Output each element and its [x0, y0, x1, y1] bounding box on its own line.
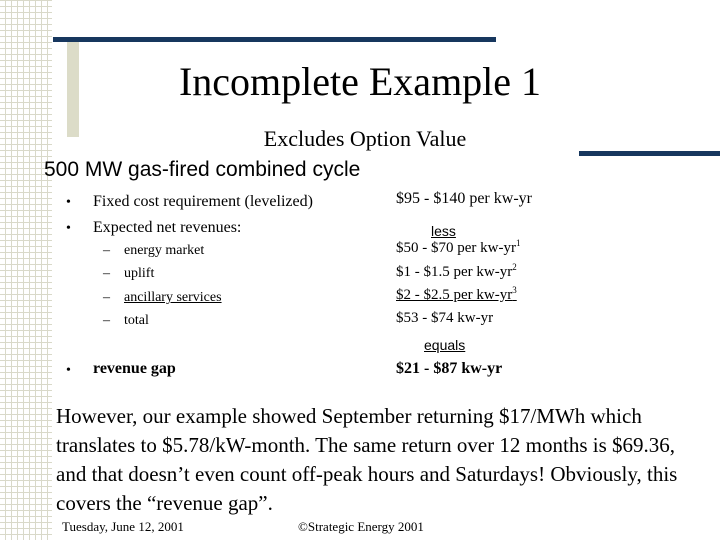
slide-title: Incomplete Example 1 — [178, 59, 542, 104]
section-heading: 500 MW gas-fired combined cycle — [44, 158, 361, 181]
subitem-energy-market: energy market — [124, 243, 205, 258]
bullet-net-revenues: Expected net revenues: — [93, 219, 242, 236]
energy-market-value: $50 - $70 per $kw-yr^1$ — [396, 238, 521, 256]
subitem-marker: – — [103, 243, 110, 258]
equals-label: equals — [424, 337, 466, 353]
less-label: less — [431, 223, 456, 239]
bullet-marker: • — [66, 363, 71, 378]
title-accent-block — [67, 39, 79, 137]
footer-date: Tuesday, June 12, 2001 — [62, 519, 184, 534]
uplift-value: $1 - $1.5 per $kw-yr^2$ — [396, 262, 517, 280]
subitem-ancillary-services: ancillary services — [124, 290, 222, 305]
decorative-checker-strip — [0, 0, 52, 540]
ancillary-services-value: $2 - $2.5 per $kw-yr^3$ — [396, 285, 517, 303]
subitem-total: total — [124, 313, 149, 328]
bullet-fixed-cost: Fixed cost requirement (levelized) — [93, 193, 313, 210]
title-top-bar — [53, 37, 496, 42]
bullet-revenue-gap: revenue gap — [93, 360, 176, 377]
fixed-cost-value: $95 - $140 per kw-yr — [396, 190, 532, 207]
subitem-marker: – — [103, 266, 110, 281]
summary-paragraph: However, our example showed September returning $17/MWh which translates to $5.78/kW-month. The same return over 12 months is $69.36, and that doesn’t even count off-peak hours and Saturdays! Obviously, this covers the “revenue gap”. — [56, 404, 678, 515]
bullet-marker: • — [66, 221, 71, 236]
footer-copyright: ©Strategic Energy 2001 — [298, 519, 424, 534]
revenue-gap-value: $21 - $87 kw-yr — [396, 360, 503, 377]
subitem-uplift: uplift — [124, 266, 155, 281]
subitem-marker: – — [103, 313, 110, 328]
bullet-marker: • — [66, 195, 71, 210]
total-value: $53 - $74 kw-yr — [396, 310, 494, 326]
subitem-marker: – — [103, 290, 110, 305]
slide-subtitle: Excludes Option Value — [263, 126, 467, 151]
subtitle-bottom-bar — [579, 151, 720, 156]
